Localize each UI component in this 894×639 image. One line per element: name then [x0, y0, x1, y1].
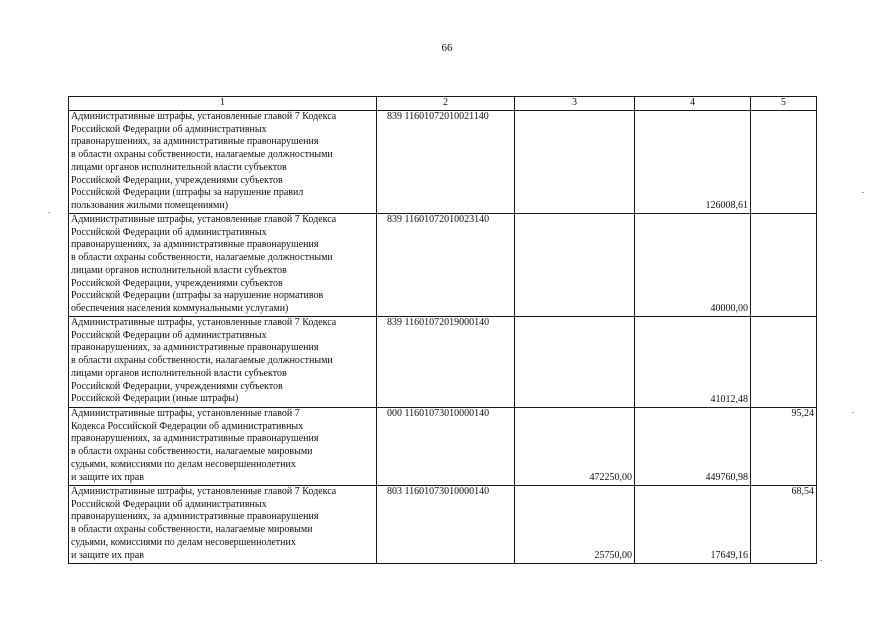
actual-amount: 17649,16: [635, 486, 751, 564]
plan-amount: [515, 111, 635, 214]
budget-classification-code: 839 11601072010023140: [377, 214, 515, 317]
actual-amount: 41012,48: [635, 317, 751, 408]
scan-speck: [862, 192, 864, 193]
execution-percent: [751, 111, 817, 214]
execution-percent: 68,54: [751, 486, 817, 564]
table-row: [69, 317, 817, 408]
budget-classification-code: 839 11601072019000140: [377, 317, 515, 408]
column-header: 2: [377, 97, 515, 111]
actual-amount: 40000,00: [635, 214, 751, 317]
plan-amount: 472250,00: [515, 408, 635, 486]
revenue-table: [68, 96, 817, 564]
actual-amount: 449760,98: [635, 408, 751, 486]
table-row: [69, 486, 817, 564]
budget-classification-code: 839 11601072010021140: [377, 111, 515, 214]
column-header: 4: [635, 97, 751, 111]
budget-classification-code: 803 11601073010000140: [377, 486, 515, 564]
scan-speck: [820, 560, 822, 561]
row-description: Административные штрафы, установленные главой 7 Кодекса Российской Федерации об административных правонарушениях, за административные правонарушения в области охраны собственности, налагаемые должностными лицами органов исполнительной власти субъектов Российской Федерации, учреждениями субъектов Российской Федерации (иные штрафы): [69, 317, 377, 408]
scan-speck: [48, 212, 50, 213]
table-row: [69, 111, 817, 214]
row-description: Административные штрафы, установленные главой 7 Кодекса Российской Федерации об административных правонарушениях, за административные правонарушения в области охраны собственности, налагаемые мировыми судьями, комиссиями по делам несовершеннолетних и защите их прав: [69, 486, 377, 564]
column-header: 1: [69, 97, 377, 111]
plan-amount: 25750,00: [515, 486, 635, 564]
execution-percent: [751, 317, 817, 408]
actual-amount: 126008,61: [635, 111, 751, 214]
row-description: Административные штрафы, установленные главой 7 Кодекса Российской Федерации об административных правонарушениях, за административные правонарушения в области охраны собственности, налагаемые должностными лицами органов исполнительной власти субъектов Российской Федерации, учреждениями субъектов Российской Федерации (штрафы за нарушение нормативов обеспечения населения коммунальными услугами): [69, 214, 377, 317]
budget-classification-code: 000 11601073010000140: [377, 408, 515, 486]
row-description: Административные штрафы, установленные главой 7 Кодекса Российской Федерации об административных правонарушениях, за административные правонарушения в области охраны собственности, налагаемые должностными лицами органов исполнительной власти субъектов Российской Федерации, учреждениями субъектов Российской Федерации (штрафы за нарушение правил пользования жилыми помещениями): [69, 111, 377, 214]
row-description: Административные штрафы, установленные главой 7 Кодекса Российской Федерации об административных правонарушениях, за административные правонарушения в области охраны собственности, налагаемые мировыми судьями, комиссиями по делам несовершеннолетних и защите их прав: [69, 408, 377, 486]
plan-amount: [515, 317, 635, 408]
scan-speck: [852, 412, 854, 413]
table-row: [69, 408, 817, 486]
column-header: 5: [751, 97, 817, 111]
column-header: 3: [515, 97, 635, 111]
execution-percent: 95,24: [751, 408, 817, 486]
table-header-row: [69, 97, 817, 111]
table-row: [69, 214, 817, 317]
execution-percent: [751, 214, 817, 317]
plan-amount: [515, 214, 635, 317]
page-number: 66: [441, 42, 453, 54]
